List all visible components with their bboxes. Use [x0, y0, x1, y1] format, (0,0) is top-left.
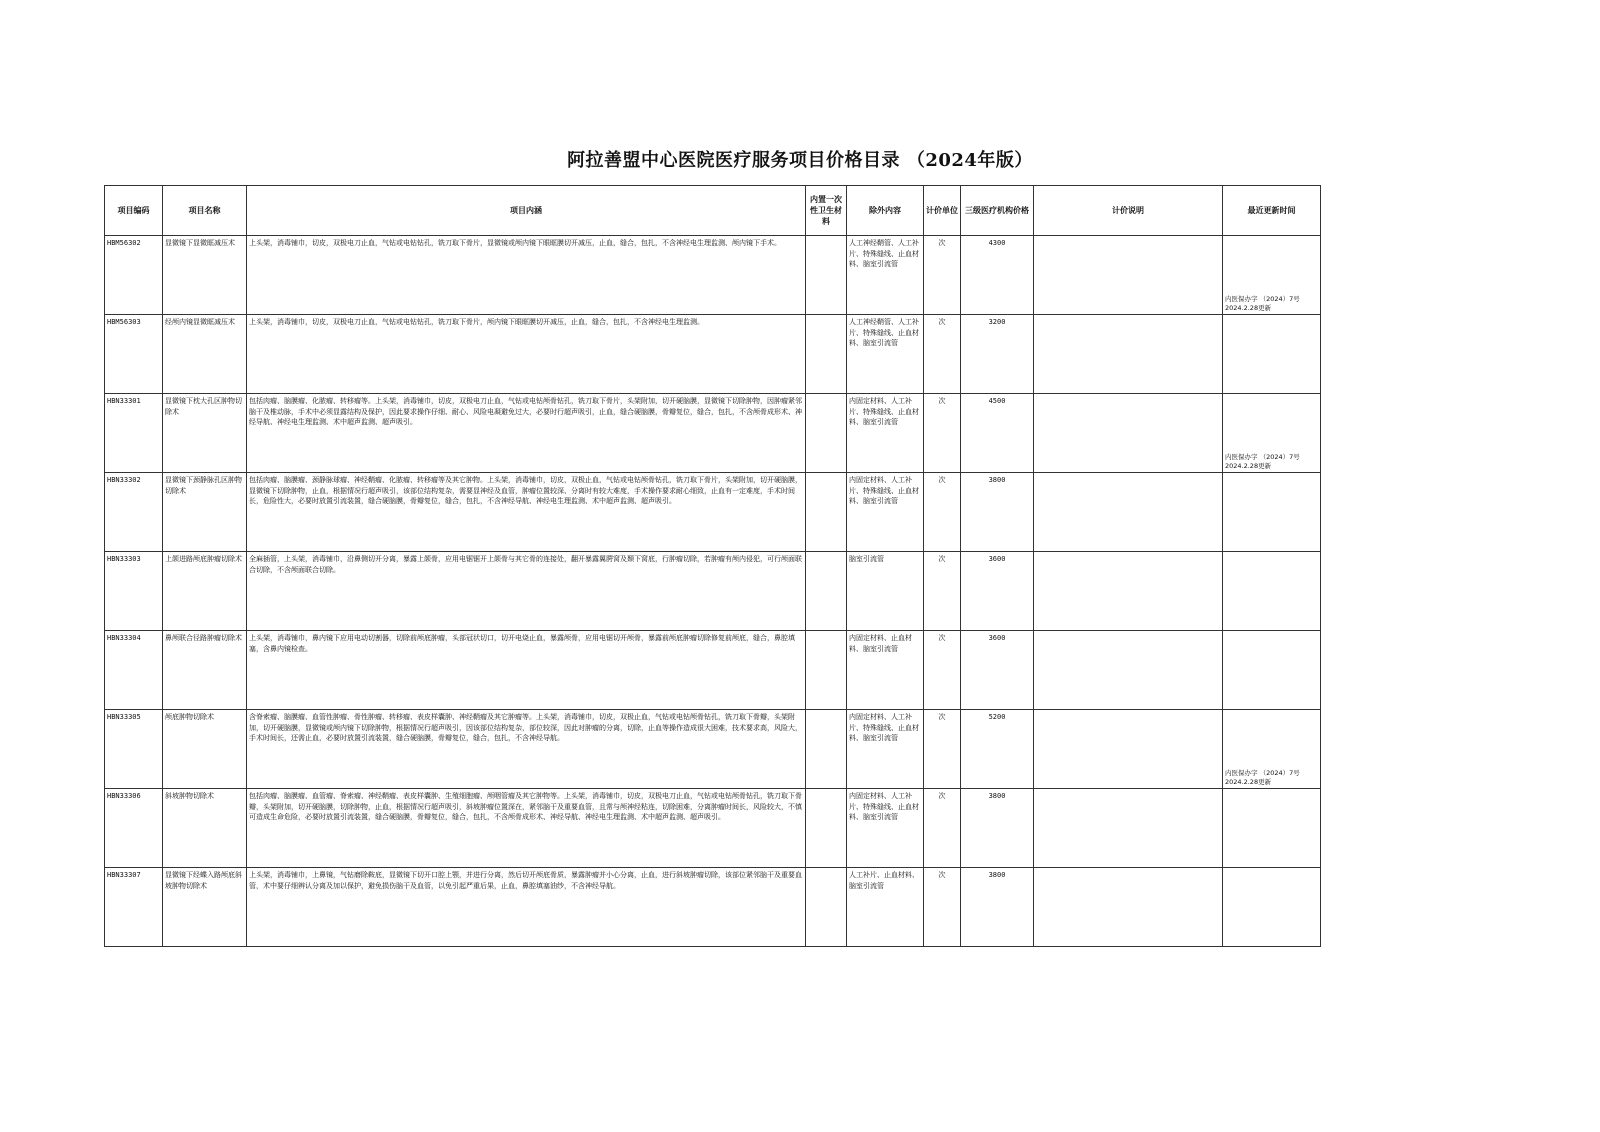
price-catalog-table [104, 185, 1321, 947]
cell-content: 包括肉瘤、脑膜瘤、颈静脉球瘤、神经鞘瘤、化脓瘤、转移瘤等及其它肿物。上头架，消毒铺巾，切皮，双极止血，气钻或电钻颅骨钻孔，铣刀取下骨片，头架附加，切开硬脑膜，显微镜下切除肿物，止血，根据情况行超声吸引，该部位结构复杂，需要显神经及血管，肿瘤位置较深、分离时有较大难度，手术操作要求耐心细致，止血有一定难度，手术时间长，危险性大，必要时放置引流装置，缝合硬脑膜，骨瓣复位，缝合，包扎，不含神经导航、神经电生理监测、术中超声监测、超声吸引。 [247, 473, 806, 552]
cell-material [806, 236, 847, 315]
cell-name: 鼻颅联合径路肿瘤切除术 [163, 631, 247, 710]
cell-unit: 次 [924, 315, 961, 394]
cell-note [1034, 789, 1223, 868]
cell-unit: 次 [924, 789, 961, 868]
cell-name: 颅底肿物切除术 [163, 710, 247, 789]
cell-note [1034, 315, 1223, 394]
cell-note [1034, 631, 1223, 710]
cell-update [1223, 710, 1321, 789]
cell-content: 上头架，消毒铺巾，切皮，双极电刀止血，气钻或电钻钻孔，铣刀取下骨片，显微镜或颅内镜下眼眶膜切开减压，止血，缝合，包扎，不含神经电生理监测、颅内镜下手术。 [247, 236, 806, 315]
table-header-row [105, 186, 1321, 236]
cell-excluded: 内固定材料、人工补片、特殊缝线、止血材料、脑室引流管 [847, 789, 924, 868]
cell-excluded: 内固定材料、人工补片、特殊缝线、止血材料、脑室引流管 [847, 473, 924, 552]
update-text: 内医保办字 （2024）7号 2024.2.28更新 [1225, 453, 1300, 470]
cell-material [806, 552, 847, 631]
cell-price: 5200 [961, 710, 1034, 789]
table-row [105, 631, 1321, 710]
cell-note [1034, 710, 1223, 789]
cell-code: HBM56302 [105, 236, 163, 315]
table-row [105, 710, 1321, 789]
cell-name: 经颅内镜显微眶减压术 [163, 315, 247, 394]
cell-name: 上颌进路颅底肿瘤切除术 [163, 552, 247, 631]
header-code: 项目编码 [105, 186, 163, 236]
header-excluded: 除外内容 [847, 186, 924, 236]
table-row [105, 552, 1321, 631]
cell-price: 3200 [961, 315, 1034, 394]
cell-excluded: 脑室引流管 [847, 552, 924, 631]
cell-update [1223, 394, 1321, 473]
header-update: 最近更新时间 [1223, 186, 1321, 236]
update-text: 内医保办字 （2024）7号 2024.2.28更新 [1225, 769, 1300, 786]
cell-price: 3800 [961, 868, 1034, 947]
cell-content: 包括肉瘤、脑膜瘤、化脓瘤、转移瘤等。上头架，消毒铺巾，切皮，双极电刀止血，气钻或电钻颅骨钻孔，铣刀取下骨片，头架附加，切开硬脑膜，显微镜下切除肿物，因肿瘤紧邻脑干及椎动脉，手术中必须显露结构及保护，因此要求操作仔细、耐心、风险电凝避免过大，必要时行超声吸引，止血，缝合硬脑膜，骨瓣复位，缝合，包扎，不含颅骨成形术、神经导航、神经电生理监测、术中超声监测、超声吸引。 [247, 394, 806, 473]
cell-content: 上头架，消毒铺巾，切皮，双极电刀止血，气钻或电钻钻孔，铣刀取下骨片，颅内镜下眼眶膜切开减压，止血，缝合，包扎，不含神经电生理监测。 [247, 315, 806, 394]
cell-excluded: 人工神经鞘管、人工补片、特殊缝线、止血材料、脑室引流管 [847, 236, 924, 315]
cell-unit: 次 [924, 236, 961, 315]
cell-content: 含脊索瘤、脑膜瘤、血管性肿瘤、骨性肿瘤、转移瘤、表皮样囊肿、神经鞘瘤及其它肿瘤等。上头架，消毒铺巾，切皮，双极止血，气钻或电钻颅骨钻孔，铣刀取下骨瓣，头架附加，切开硬脑膜，显微镜或颅内镜下切除肿物，根据情况行超声吸引，因该部位结构复杂，部位较深，因此对肿瘤的分离，切除，止血等操作造成很大困难，技术要求高，风险大，手术时间长，还需止血，必要时放置引流装置，缝合硬脑膜，骨瓣复位，缝合，包扎，不含神经导航。 [247, 710, 806, 789]
cell-name: 显微镜下显微眶减压术 [163, 236, 247, 315]
cell-note [1034, 473, 1223, 552]
cell-material [806, 473, 847, 552]
cell-name: 显微镜下枕大孔区肿物切除术 [163, 394, 247, 473]
cell-code: HBN33306 [105, 789, 163, 868]
cell-code: HBN33305 [105, 710, 163, 789]
cell-code: HBN33301 [105, 394, 163, 473]
cell-name: 显微镜下经蝶入路颅底斜坡肿物切除术 [163, 868, 247, 947]
cell-unit: 次 [924, 710, 961, 789]
cell-update [1223, 552, 1321, 631]
cell-material [806, 631, 847, 710]
cell-note [1034, 236, 1223, 315]
header-unit: 计价单位 [924, 186, 961, 236]
cell-material [806, 394, 847, 473]
cell-price: 3800 [961, 789, 1034, 868]
cell-note [1034, 394, 1223, 473]
cell-content: 上头架，消毒铺巾，鼻内镜下应用电动切割器，切除前颅底肿瘤，头部冠状切口，切开电烧止血，暴露颅骨，应用电锯切开颅骨，暴露前颅底肿瘤切除修复前颅底，缝合，鼻腔填塞，含鼻内镜检查。 [247, 631, 806, 710]
header-material: 内置一次性卫生材料 [806, 186, 847, 236]
cell-material [806, 710, 847, 789]
cell-unit: 次 [924, 868, 961, 947]
cell-price: 3600 [961, 631, 1034, 710]
cell-price: 3600 [961, 552, 1034, 631]
cell-price: 3800 [961, 473, 1034, 552]
cell-content: 上头架，消毒铺巾，上鼻镜，气钻磨除鞍底，显微镜下切开口腔上颚，并进行分离，然后切开颅底骨质，暴露肿瘤并小心分离，止血，进行斜坡肿瘤切除，该部位紧邻脑干及重要血管，术中要仔细辨认分离及加以保护，避免损伤脑干及血管，以免引起严重后果，止血，鼻腔填塞油纱，不含神经导航。 [247, 868, 806, 947]
cell-excluded: 人工神经鞘管、人工补片、特殊缝线、止血材料、脑室引流管 [847, 315, 924, 394]
cell-note [1034, 552, 1223, 631]
cell-update [1223, 868, 1321, 947]
cell-name: 斜坡肿物切除术 [163, 789, 247, 868]
header-name: 项目名称 [163, 186, 247, 236]
cell-update [1223, 631, 1321, 710]
update-text: 内医保办字 （2024）7号 2024.2.28更新 [1225, 295, 1300, 312]
cell-content: 全麻插管，上头架，消毒铺巾，沿鼻侧切开分离，暴露上颌骨，应用电锯锯开上颌骨与其它骨的连接处，翻开暴露翼腭窝及颞下窝底，行肿瘤切除，若肿瘤有颅内侵犯，可行颅面联合切除，不含颅面联合切除。 [247, 552, 806, 631]
table-row [105, 236, 1321, 315]
cell-content: 包括肉瘤、脑膜瘤、血管瘤、脊索瘤、神经鞘瘤、表皮样囊肿、生殖细胞瘤、颅咽管瘤及其它肿物等。上头架，消毒铺巾，切皮，双极电刀止血，气钻或电钻颅骨钻孔，铣刀取下骨瓣，头架附加，切开硬脑膜，切除肿物，止血，根据情况行超声吸引，斜坡肿瘤位置深在，紧邻脑干及重要血管，且常与颅神经粘连，切除困难，分离肿瘤时间长，风险较大，不慎可造成生命危险，必要时放置引流装置，缝合硬脑膜，骨瓣复位，缝合，包扎，不含颅骨成形术、神经导航、神经电生理监测、术中超声监测、超声吸引。 [247, 789, 806, 868]
header-content: 项目内涵 [247, 186, 806, 236]
cell-excluded: 内固定材料、止血材料、脑室引流管 [847, 631, 924, 710]
table-row [105, 868, 1321, 947]
cell-material [806, 789, 847, 868]
cell-code: HBN33302 [105, 473, 163, 552]
cell-update [1223, 473, 1321, 552]
cell-update [1223, 315, 1321, 394]
cell-unit: 次 [924, 394, 961, 473]
cell-note [1034, 868, 1223, 947]
cell-code: HBN33304 [105, 631, 163, 710]
cell-excluded: 内固定材料、人工补片、特殊缝线、止血材料、脑室引流管 [847, 394, 924, 473]
cell-unit: 次 [924, 631, 961, 710]
cell-code: HBN33303 [105, 552, 163, 631]
table-row [105, 394, 1321, 473]
header-note: 计价说明 [1034, 186, 1223, 236]
cell-code: HBM56303 [105, 315, 163, 394]
cell-update [1223, 789, 1321, 868]
cell-excluded: 内固定材料、人工补片、特殊缝线、止血材料、脑室引流管 [847, 710, 924, 789]
cell-update [1223, 236, 1321, 315]
cell-unit: 次 [924, 552, 961, 631]
cell-unit: 次 [924, 473, 961, 552]
table-row [105, 473, 1321, 552]
document-title: 阿拉善盟中心医院医疗服务项目价格目录 （2024年版） [567, 150, 1033, 171]
cell-excluded: 人工补片、止血材料、脑室引流管 [847, 868, 924, 947]
cell-code: HBN33307 [105, 868, 163, 947]
table-row [105, 315, 1321, 394]
header-price: 三级医疗机构价格 [961, 186, 1034, 236]
cell-price: 4300 [961, 236, 1034, 315]
table-row [105, 789, 1321, 868]
cell-name: 显微镜下颈静脉孔区肿物切除术 [163, 473, 247, 552]
cell-material [806, 315, 847, 394]
cell-price: 4500 [961, 394, 1034, 473]
cell-material [806, 868, 847, 947]
